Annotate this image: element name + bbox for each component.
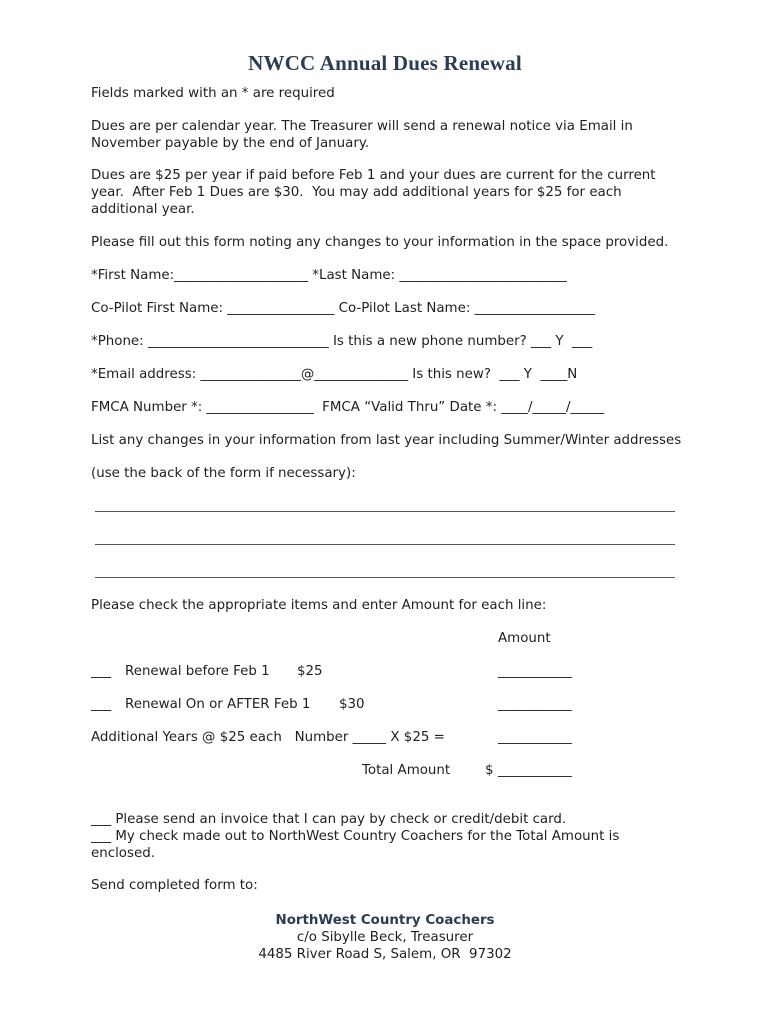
dues-paragraph-2-line-3: additional year. bbox=[91, 202, 195, 217]
copilot-fields-row[interactable]: Co-Pilot First Name: ________________ Co-Pilot Last Name: __________________ bbox=[91, 301, 596, 316]
renewal-before-checkbox[interactable]: ___ bbox=[91, 664, 112, 679]
org-name: NorthWest Country Coachers bbox=[275, 913, 495, 928]
renewal-before-label: Renewal before Feb 1 bbox=[125, 664, 270, 679]
dues-paragraph-1-line-1: Dues are per calendar year. The Treasurer will send a renewal notice via Email in bbox=[91, 119, 633, 134]
renewal-before-amount-field[interactable]: ___________ bbox=[498, 664, 572, 679]
dues-paragraph-2-line-2: year. After Feb 1 Dues are $30. You may add additional years for $25 for each bbox=[91, 185, 622, 200]
changes-write-line[interactable] bbox=[95, 544, 675, 545]
additional-years-row[interactable]: Additional Years @ $25 each Number _____ X $25 = bbox=[91, 730, 445, 745]
total-dollar-sign: $ bbox=[485, 763, 494, 778]
changes-write-line[interactable] bbox=[95, 577, 675, 578]
required-note: Fields marked with an * are required bbox=[91, 86, 335, 101]
email-fields-row[interactable]: *Email address: _______________@______________ Is this new? ___ Y ____N bbox=[91, 367, 578, 382]
changes-write-line[interactable] bbox=[95, 511, 675, 512]
check-option-line-1[interactable]: ___ My check made out to NorthWest Country Coachers for the Total Amount is bbox=[91, 829, 620, 844]
amount-instructions: Please check the appropriate items and enter Amount for each line: bbox=[91, 598, 547, 613]
amount-column-header: Amount bbox=[498, 631, 551, 646]
treasurer-care-of: c/o Sibylle Beck, Treasurer bbox=[296, 930, 474, 945]
total-amount-field[interactable]: ___________ bbox=[498, 763, 572, 778]
renewal-after-amount-field[interactable]: ___________ bbox=[498, 697, 572, 712]
check-option-line-2: enclosed. bbox=[91, 846, 155, 861]
name-fields-row[interactable]: *First Name:____________________ *Last Name: _________________________ bbox=[91, 268, 567, 283]
changes-prompt-line-1: List any changes in your information from last year including Summer/Winter addresses bbox=[91, 433, 682, 448]
dues-paragraph-1-line-2: November payable by the end of January. bbox=[91, 136, 370, 151]
page-title: NWCC Annual Dues Renewal bbox=[248, 51, 522, 75]
mailing-address: 4485 River Road S, Salem, OR 97302 bbox=[258, 947, 512, 962]
phone-fields-row[interactable]: *Phone: ___________________________ Is this a new phone number? ___ Y ___ bbox=[91, 334, 593, 349]
fmca-fields-row[interactable]: FMCA Number *: ________________ FMCA “Valid Thru” Date *: ____/_____/_____ bbox=[91, 400, 604, 415]
renewal-after-label: Renewal On or AFTER Feb 1 bbox=[125, 697, 311, 712]
form-instructions: Please fill out this form noting any changes to your information in the space provided. bbox=[91, 235, 669, 250]
changes-prompt-line-2: (use the back of the form if necessary): bbox=[91, 466, 356, 481]
renewal-after-price: $30 bbox=[339, 697, 365, 712]
invoice-option[interactable]: ___ Please send an invoice that I can pay by check or credit/debit card. bbox=[91, 812, 567, 827]
send-to-label: Send completed form to: bbox=[91, 878, 258, 893]
dues-paragraph-2-line-1: Dues are $25 per year if paid before Feb 1 and your dues are current for the current bbox=[91, 168, 656, 183]
additional-years-amount-field[interactable]: ___________ bbox=[498, 730, 572, 745]
renewal-before-price: $25 bbox=[297, 664, 323, 679]
renewal-after-checkbox[interactable]: ___ bbox=[91, 697, 112, 712]
total-amount-label: Total Amount bbox=[362, 763, 451, 778]
